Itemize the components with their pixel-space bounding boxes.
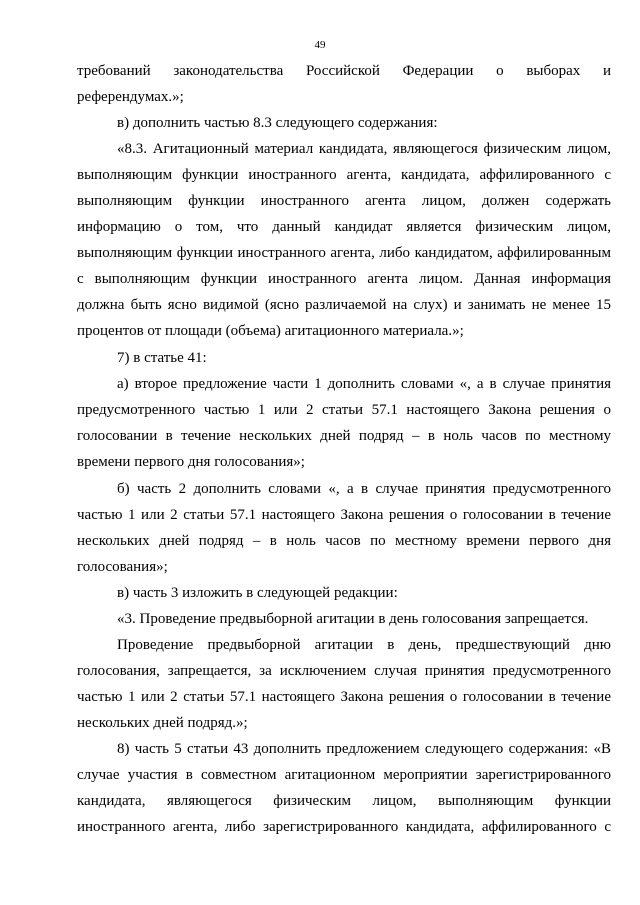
text-line: референдумах.»; <box>77 89 184 105</box>
text-line: б) часть 2 дополнить словами «, а в случае принятия предусмотренного <box>117 481 611 497</box>
page-number: 49 <box>314 39 326 51</box>
text-line: информацию о том, что данный кандидат является физическим лицом, <box>77 219 611 235</box>
text-line: Проведение предвыборной агитации в день, предшествующий дню <box>117 637 611 653</box>
text-line: выполняющим функции иностранного агента, либо кандидатом, аффилированным <box>77 245 611 261</box>
text-line: «8.3. Агитационный материал кандидата, являющегося физическим лицом, <box>117 141 611 157</box>
text-line: выполняющим функции иностранного агента лицом, должен содержать <box>77 193 611 209</box>
text-line: требований законодательства Российской Федерации о выборах и <box>77 63 611 79</box>
text-line: времени первого дня голосования»; <box>77 454 305 470</box>
text-line: частью 1 или 2 статьи 57.1 настоящего Закона решения о голосовании в течение <box>77 689 611 705</box>
text-line: нескольких дней подряд – в ноль часов по местному времени первого дня <box>77 533 611 549</box>
text-line: 7) в статье 41: <box>117 350 207 366</box>
text-line: иностранного агента, либо зарегистрированного кандидата, аффилированного с <box>77 819 611 835</box>
text-line: голосования, запрещается, за исключением случая принятия предусмотренного <box>77 663 611 679</box>
text-line: с выполняющим функции иностранного агента лицом. Данная информация <box>77 271 611 287</box>
text-line: голосования»; <box>77 559 168 575</box>
text-line: процентов от площади (объема) агитационного материала.»; <box>77 323 464 339</box>
text-line: 8) часть 5 статьи 43 дополнить предложением следующего содержания: «В <box>117 741 611 757</box>
text-line: в) часть 3 изложить в следующей редакции: <box>117 585 398 601</box>
text-line: выполняющим функции иностранного агента, кандидата, аффилированного с <box>77 167 611 183</box>
text-line: частью 1 или 2 статьи 57.1 настоящего Закона решения о голосовании в течение <box>77 507 611 523</box>
text-line: голосовании в течение нескольких дней подряд – в ноль часов по местному <box>77 428 611 444</box>
text-line: случае участия в совместном агитационном мероприятии зарегистрированного <box>77 767 611 783</box>
text-line: нескольких дней подряд.»; <box>77 715 248 731</box>
text-line: «3. Проведение предвыборной агитации в день голосования запрещается. <box>117 611 589 627</box>
text-line: а) второе предложение части 1 дополнить словами «, а в случае принятия <box>117 376 611 392</box>
text-line: в) дополнить частью 8.3 следующего содержания: <box>117 115 438 131</box>
text-line: предусмотренного частью 1 или 2 статьи 57.1 настоящего Закона решения о <box>77 402 611 418</box>
text-line: кандидата, являющегося физическим лицом, выполняющим функции <box>77 793 611 809</box>
text-line: должна быть ясно видимой (ясно различаемой на слух) и занимать не менее 15 <box>77 297 611 313</box>
